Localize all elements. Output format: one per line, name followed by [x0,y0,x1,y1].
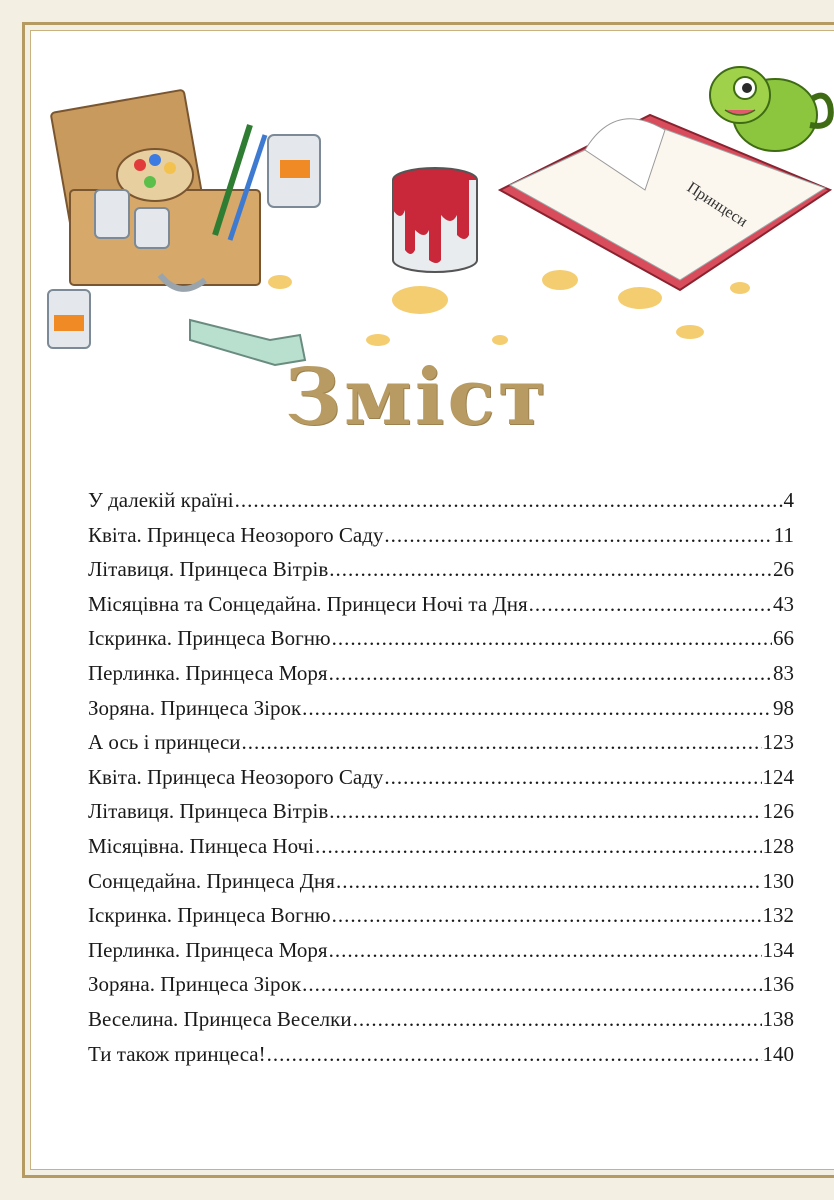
toc-dot-leader [329,933,762,968]
toc-entry[interactable] [88,933,794,968]
toc-entry-title: Перлинка. Принцеса Моря [88,937,328,962]
open-book-with-chameleon-illustration [500,67,831,290]
toc-dot-leader [302,691,772,726]
table-of-contents [88,483,794,1071]
toc-entry-title: Зоряна. Принцеса Зірок [88,695,302,720]
toc-entry-title: У далекій країні [88,488,234,512]
toc-dot-leader [529,587,772,622]
red-paint-can-illustration [393,168,477,272]
toc-entry-title: Квіта. Принцеса Неозорого Саду [88,764,384,789]
toc-entry-title: Сонцедайна. Принцеса Дня [88,868,335,893]
toc-entry[interactable] [88,794,794,829]
toc-dot-leader [336,864,762,899]
toc-dot-leader [329,656,772,691]
toc-entry-page-number: 11 [773,522,794,547]
toc-entry-page-number: 138 [762,1006,794,1031]
toc-entry-title: Квіта. Принцеса Неозорого Саду [88,522,384,547]
toc-entry-title: Іскринка. Принцеса Вогню [88,903,331,928]
toc-entry-page-number: 66 [773,626,794,651]
toc-entry-page-number: 134 [762,937,794,962]
toc-entry-title: Літавиця. Принцеса Вітрів [88,557,329,582]
toc-entry[interactable] [88,898,794,933]
toc-entry-page-number: 132 [762,903,794,928]
toc-entry[interactable] [88,1037,794,1072]
book-cover-text: Принцеси [683,179,751,231]
header-illustration [40,40,834,370]
toc-dot-leader [332,898,762,933]
toc-entry-page-number: 124 [762,764,794,789]
toc-entry-title: Перлинка. Принцеса Моря [88,660,328,685]
toc-entry-page-number: 123 [762,730,794,755]
page-title: Зміст [284,352,550,443]
toc-entry[interactable] [88,967,794,1002]
toc-dot-leader [332,621,772,656]
toc-entry[interactable] [88,760,794,795]
toc-entry-page-number: 4 [783,488,794,512]
toc-entry[interactable] [88,656,794,691]
toc-entry-page-number: 98 [773,695,794,720]
toc-dot-leader [242,725,762,760]
toc-entry-page-number: 128 [762,833,794,858]
toc-dot-leader [235,483,783,518]
toc-entry[interactable] [88,1002,794,1037]
toc-dot-leader [315,829,762,864]
toc-entry-page-number: 26 [773,557,794,582]
toc-entry[interactable] [88,691,794,726]
toc-entry[interactable] [88,829,794,864]
toc-entry-title: Ти також принцеса! [88,1041,266,1066]
toc-entry-page-number: 136 [762,972,794,997]
toc-dot-leader [267,1037,762,1072]
toc-entry-title: Місяцівна та Сонцедайна. Принцеси Ночі та Дня [88,591,528,616]
toc-entry[interactable] [88,864,794,899]
toc-entry-title: Зоряна. Принцеса Зірок [88,972,302,997]
toc-entry[interactable] [88,518,794,553]
toc-entry-page-number: 140 [762,1041,794,1066]
toc-entry[interactable] [88,725,794,760]
toc-entry[interactable] [88,587,794,622]
toc-entry[interactable] [88,552,794,587]
toc-entry-title: А ось і принцеси [88,730,241,755]
toc-dot-leader [302,967,761,1002]
toc-entry-page-number: 83 [773,660,794,685]
toc-dot-leader [353,1002,762,1037]
toc-dot-leader [384,518,772,553]
toc-dot-leader [329,794,761,829]
toc-entry[interactable] [88,483,794,518]
toc-entry-page-number: 130 [762,868,794,893]
toc-entry-title: Місяцівна. Пинцеса Ночі [88,833,314,858]
toc-entry-title: Іскринка. Принцеса Вогню [88,626,331,651]
paint-box-illustration [48,90,320,365]
toc-dot-leader [329,552,772,587]
toc-entry-title: Веселина. Принцеса Веселки [88,1006,352,1031]
toc-dot-leader [384,760,761,795]
toc-entry[interactable] [88,621,794,656]
toc-entry-page-number: 126 [762,799,794,824]
toc-entry-title: Літавиця. Принцеса Вітрів [88,799,329,824]
toc-entry-page-number: 43 [773,591,794,616]
